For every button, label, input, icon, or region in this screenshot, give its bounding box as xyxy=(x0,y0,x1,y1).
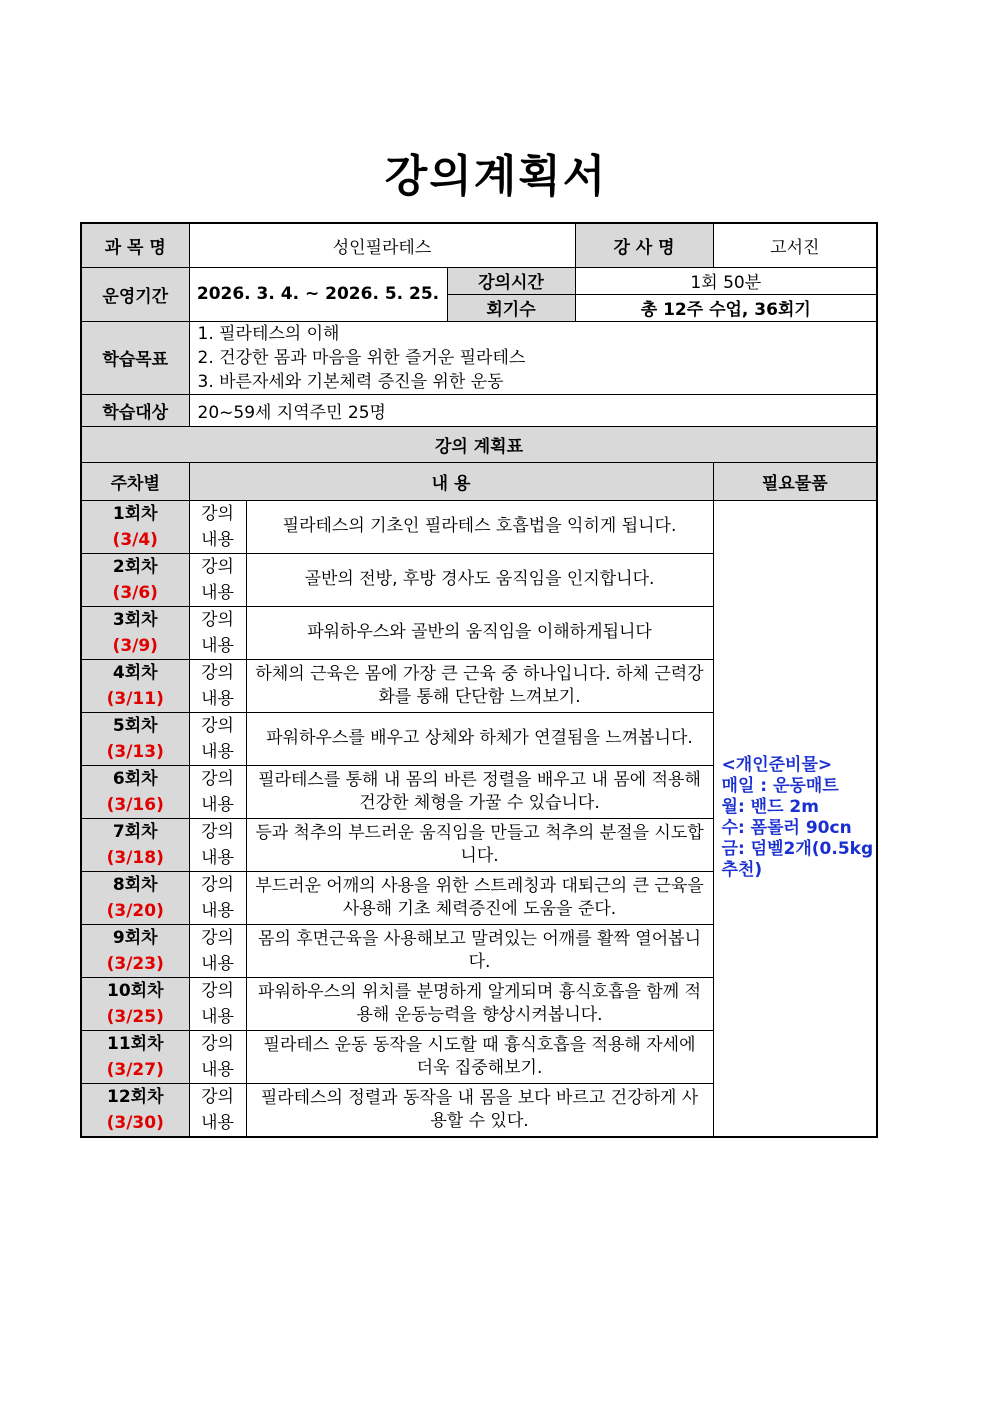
row-label-top: 강의 xyxy=(201,980,234,1001)
row-label-top: 강의 xyxy=(201,1033,234,1054)
week-number: 8회차 xyxy=(112,874,158,895)
week-cell xyxy=(81,924,189,977)
week-number: 11회차 xyxy=(106,1033,164,1054)
time-value: 1회 50분 xyxy=(575,267,877,294)
week-column-header: 주차별 xyxy=(81,462,189,500)
goal-item: 3. 바른자세와 기본체력 증진을 위한 운동 xyxy=(197,371,504,392)
row-label-bottom: 내용 xyxy=(201,688,234,709)
lecture-plan-table xyxy=(80,222,878,1138)
period-label: 운영기간 xyxy=(81,267,189,321)
row-label xyxy=(189,871,246,924)
row-content: 필라테스를 통해 내 몸의 바른 정렬을 배우고 내 몸에 적용해 건강한 체형을 가꿀 수 있습니다. xyxy=(246,765,713,818)
week-number: 9회차 xyxy=(112,927,158,948)
sessions-label: 회기수 xyxy=(447,294,575,321)
week-cell xyxy=(81,659,189,712)
week-date: (3/20) xyxy=(106,900,164,921)
row-label-top: 강의 xyxy=(201,874,234,895)
content-column-header: 내 용 xyxy=(189,462,713,500)
materials-item: 매일 : 운동매트 xyxy=(721,776,839,796)
row-label-bottom: 내용 xyxy=(201,847,234,868)
row-label xyxy=(189,1083,246,1137)
row-label-top: 강의 xyxy=(201,1086,234,1107)
week-number: 6회차 xyxy=(112,768,158,789)
row-content: 골반의 전방, 후방 경사도 움직임을 인지합니다. xyxy=(246,553,713,606)
week-number: 1회차 xyxy=(112,503,158,524)
materials-column-header: 필요물품 xyxy=(713,462,877,500)
week-number: 3회차 xyxy=(112,609,158,630)
week-number: 5회차 xyxy=(112,715,158,736)
row-label-top: 강의 xyxy=(201,715,234,736)
week-cell xyxy=(81,1083,189,1137)
row-label-bottom: 내용 xyxy=(201,582,234,603)
row-label-bottom: 내용 xyxy=(201,794,234,815)
row-label-bottom: 내용 xyxy=(201,741,234,762)
row-content: 필라테스 운동 동작을 시도할 때 흉식호흡을 적용해 자세에 더욱 집중해보기. xyxy=(246,1030,713,1083)
week-row xyxy=(81,500,877,553)
week-cell xyxy=(81,818,189,871)
week-date: (3/16) xyxy=(106,794,164,815)
goals-label: 학습목표 xyxy=(81,321,189,394)
row-label-top: 강의 xyxy=(201,556,234,577)
row-label-bottom: 내용 xyxy=(201,1112,234,1133)
row-label-bottom: 내용 xyxy=(201,635,234,656)
week-cell xyxy=(81,871,189,924)
week-date: (3/9) xyxy=(112,635,158,656)
row-label-bottom: 내용 xyxy=(201,953,234,974)
time-label: 강의시간 xyxy=(447,267,575,294)
row-content: 등과 척추의 부드러운 움직임을 만들고 척추의 분절을 시도합니다. xyxy=(246,818,713,871)
week-cell xyxy=(81,553,189,606)
materials-cell xyxy=(713,500,877,1137)
row-content: 하체의 근육은 몸에 가장 큰 근육 중 하나입니다. 하체 근력강화를 통해 단단함 느껴보기. xyxy=(246,659,713,712)
row-content: 필라테스의 정렬과 동작을 내 몸을 보다 바르고 건강하게 사용할 수 있다. xyxy=(246,1083,713,1137)
row-label xyxy=(189,606,246,659)
row-label-bottom: 내용 xyxy=(201,900,234,921)
instructor-value: 고서진 xyxy=(713,223,877,267)
row-label-bottom: 내용 xyxy=(201,529,234,550)
week-date: (3/4) xyxy=(112,529,158,550)
week-number: 4회차 xyxy=(112,662,158,683)
subject-label: 과 목 명 xyxy=(81,223,189,267)
week-number: 10회차 xyxy=(106,980,164,1001)
row-content: 파워하우스를 배우고 상체와 하체가 연결됨을 느껴봅니다. xyxy=(246,712,713,765)
row-label xyxy=(189,500,246,553)
row-label-top: 강의 xyxy=(201,662,234,683)
row-label xyxy=(189,712,246,765)
row-label xyxy=(189,553,246,606)
week-date: (3/23) xyxy=(106,953,164,974)
goal-item: 1. 필라테스의 이해 xyxy=(197,323,340,344)
row-label xyxy=(189,818,246,871)
plan-section-title: 강의 계획표 xyxy=(81,426,877,462)
row-label-top: 강의 xyxy=(201,609,234,630)
week-cell xyxy=(81,765,189,818)
materials-item: 수: 폼롤러 90cn xyxy=(721,818,852,838)
week-cell xyxy=(81,500,189,553)
week-cell xyxy=(81,1030,189,1083)
week-date: (3/25) xyxy=(106,1006,164,1027)
materials-item: 월: 밴드 2m xyxy=(721,797,819,817)
subject-value: 성인필라테스 xyxy=(189,223,575,267)
goals-list xyxy=(189,321,877,394)
row-content: 몸의 후면근육을 사용해보고 말려있는 어깨를 활짝 열어봅니다. xyxy=(246,924,713,977)
row-content: 파워하우스와 골반의 움직임을 이해하게됩니다 xyxy=(246,606,713,659)
row-label xyxy=(189,765,246,818)
week-cell xyxy=(81,977,189,1030)
row-content: 파워하우스의 위치를 분명하게 알게되며 흉식호흡을 함께 적용해 운동능력을 향상시켜봅니다. xyxy=(246,977,713,1030)
week-date: (3/13) xyxy=(106,741,164,762)
week-number: 2회차 xyxy=(112,556,158,577)
target-value: 20~59세 지역주민 25명 xyxy=(189,394,877,426)
week-date: (3/6) xyxy=(112,582,158,603)
row-label-bottom: 내용 xyxy=(201,1006,234,1027)
row-label-top: 강의 xyxy=(201,821,234,842)
row-label-bottom: 내용 xyxy=(201,1059,234,1080)
document-title: 강의계획서 xyxy=(384,151,608,202)
row-label-top: 강의 xyxy=(201,503,234,524)
week-date: (3/27) xyxy=(106,1059,164,1080)
row-label xyxy=(189,1030,246,1083)
week-number: 12회차 xyxy=(106,1086,164,1107)
target-label: 학습대상 xyxy=(81,394,189,426)
row-label xyxy=(189,924,246,977)
row-label xyxy=(189,977,246,1030)
week-number: 7회차 xyxy=(112,821,158,842)
week-date: (3/30) xyxy=(106,1112,164,1133)
row-content: 부드러운 어깨의 사용을 위한 스트레칭과 대퇴근의 큰 근육을 사용해 기초 체력증진에 도움을 준다. xyxy=(246,871,713,924)
row-label xyxy=(189,659,246,712)
period-value: 2026. 3. 4. ~ 2026. 5. 25. xyxy=(189,267,447,321)
week-cell xyxy=(81,606,189,659)
sessions-value: 총 12주 수업, 36회기 xyxy=(575,294,877,321)
row-content: 필라테스의 기초인 필라테스 호흡법을 익히게 됩니다. xyxy=(246,500,713,553)
row-label-top: 강의 xyxy=(201,768,234,789)
instructor-label: 강 사 명 xyxy=(575,223,713,267)
materials-item: 금: 덤벨2개(0.5kg추천) xyxy=(721,839,874,880)
week-date: (3/18) xyxy=(106,847,164,868)
row-label-top: 강의 xyxy=(201,927,234,948)
week-date: (3/11) xyxy=(106,688,164,709)
goal-item: 2. 건강한 몸과 마음을 위한 즐거운 필라테스 xyxy=(197,347,526,368)
week-cell xyxy=(81,712,189,765)
materials-item: <개인준비물> xyxy=(721,755,833,775)
